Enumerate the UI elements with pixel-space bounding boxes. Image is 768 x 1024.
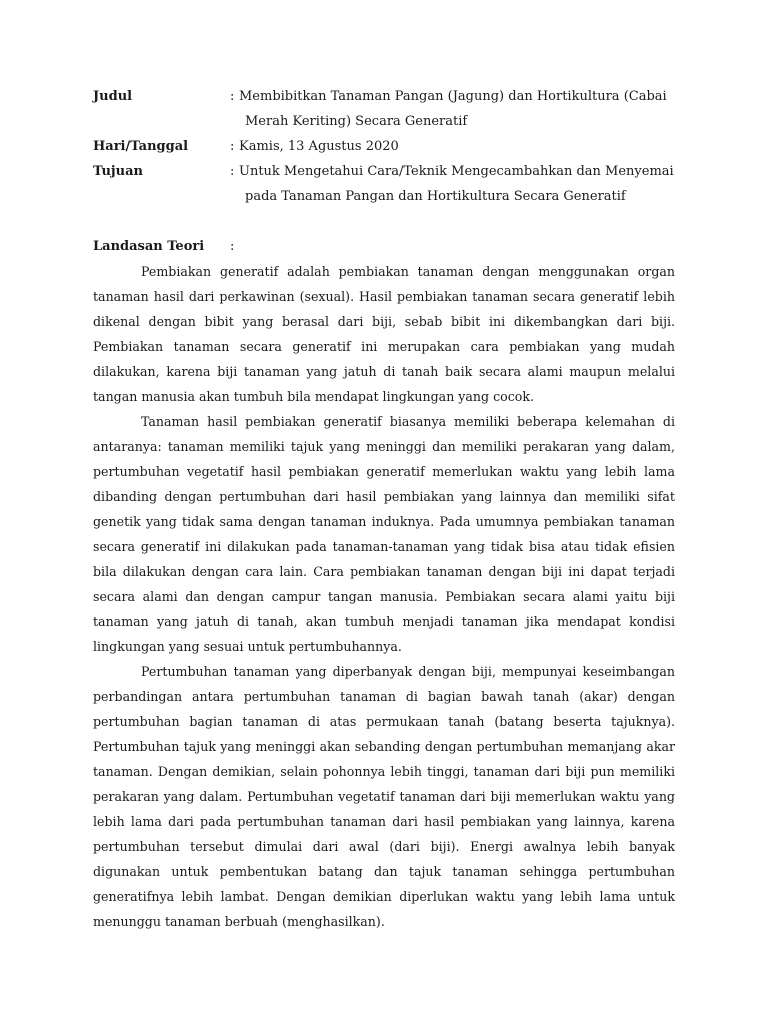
tujuan-colon: :: [230, 164, 235, 179]
tujuan-label: Tujuan: [93, 164, 143, 179]
judul-line-1: Membibitkan Tanaman Pangan (Jagung) dan Hortikultura (Cabai: [239, 89, 667, 104]
hari-tanggal-colon: :: [230, 139, 235, 154]
section-spacer: [93, 209, 675, 234]
paragraph-2: Tanaman hasil pembiakan generatif biasanya memiliki beberapa kelemahan di antaranya: tanaman memiliki tajuk yang meninggi dan memiliki perakaran yang dalam, pertumbuhan vegetatif hasil pembiakan generatif memerlukan waktu yang lebih lama dibanding dengan pertumbuhan dari hasil pembiakan yang lainnya dan memiliki sifat genetik yang tidak sama dengan tanaman induknya. Pada umumnya pembiakan tanaman secara generatif ini dilakukan pada tanaman-tanaman yang tidak bisa atau tidak efisien bila dilakukan dengan cara lain. Cara pembiakan tanaman dengan biji ini dapat terjadi secara alami dan dengan campur tangan manusia. Pembiakan secara alami yaitu biji tanaman yang jatuh di tanah, akan tumbuh menjadi tanaman jika mendapat kondisi lingkungan yang sesuai untuk pertumbuhannya.: [93, 414, 675, 654]
judul-value: [239, 84, 675, 134]
hari-tanggal-row: [93, 134, 675, 159]
tujuan-row: [93, 159, 675, 209]
judul-line-2: Merah Keriting) Secara Generatif: [245, 114, 468, 129]
landasan-teori-colon: :: [230, 239, 235, 254]
hari-tanggal-label: Hari/Tanggal: [93, 139, 189, 154]
judul-label: Judul: [93, 89, 133, 104]
judul-row: [93, 84, 675, 134]
landasan-teori-heading: [93, 234, 675, 259]
landasan-teori-label: Landasan Teori: [93, 239, 205, 254]
hari-tanggal-value: [239, 134, 675, 159]
tujuan-line-1: Untuk Mengetahui Cara/Teknik Mengecambahkan dan Menyemai: [239, 164, 674, 179]
document-page: [93, 84, 675, 934]
judul-colon: :: [230, 89, 235, 104]
tujuan-value: [239, 159, 675, 209]
paragraph-3: Pertumbuhan tanaman yang diperbanyak dengan biji, mempunyai keseimbangan perbandingan antara pertumbuhan tanaman di bagian bawah tanah (akar) dengan pertumbuhan bagian tanaman di atas permukaan tanah (batang beserta tajuknya). Pertumbuhan tajuk yang meninggi akan sebanding dengan pertumbuhan memanjang akar tanaman. Dengan demikian, selain pohonnya lebih tinggi, tanaman dari biji pun memiliki perakaran yang dalam. Pertumbuhan vegetatif tanaman dari biji memerlukan waktu yang lebih lama dari pada pertumbuhan tanaman dari hasil pembiakan yang lainnya, karena pertumbuhan tersebut dimulai dari awal (dari biji). Energi awalnya lebih banyak digunakan untuk pembentukan batang dan tajuk tanaman sehingga pertumbuhan generatifnya lebih lambat. Dengan demikian diperlukan waktu yang lebih lama untuk menunggu tanaman berbuah (menghasilkan).: [93, 664, 675, 929]
hari-tanggal-line: Kamis, 13 Agustus 2020: [239, 139, 399, 154]
paragraph-1: Pembiakan generatif adalah pembiakan tanaman dengan menggunakan organ tanaman hasil dari perkawinan (sexual). Hasil pembiakan tanaman secara generatif lebih dikenal dengan bibit yang berasal dari biji, sebab bibit ini dikembangkan dari biji. Pembiakan tanaman secara generatif ini merupakan cara pembiakan yang mudah dilakukan, karena biji tanaman yang jatuh di tanah baik secara alami maupun melalui tangan manusia akan tumbuh bila mendapat lingkungan yang cocok.: [93, 264, 675, 404]
tujuan-line-2: pada Tanaman Pangan dan Hortikultura Secara Generatif: [245, 189, 626, 204]
